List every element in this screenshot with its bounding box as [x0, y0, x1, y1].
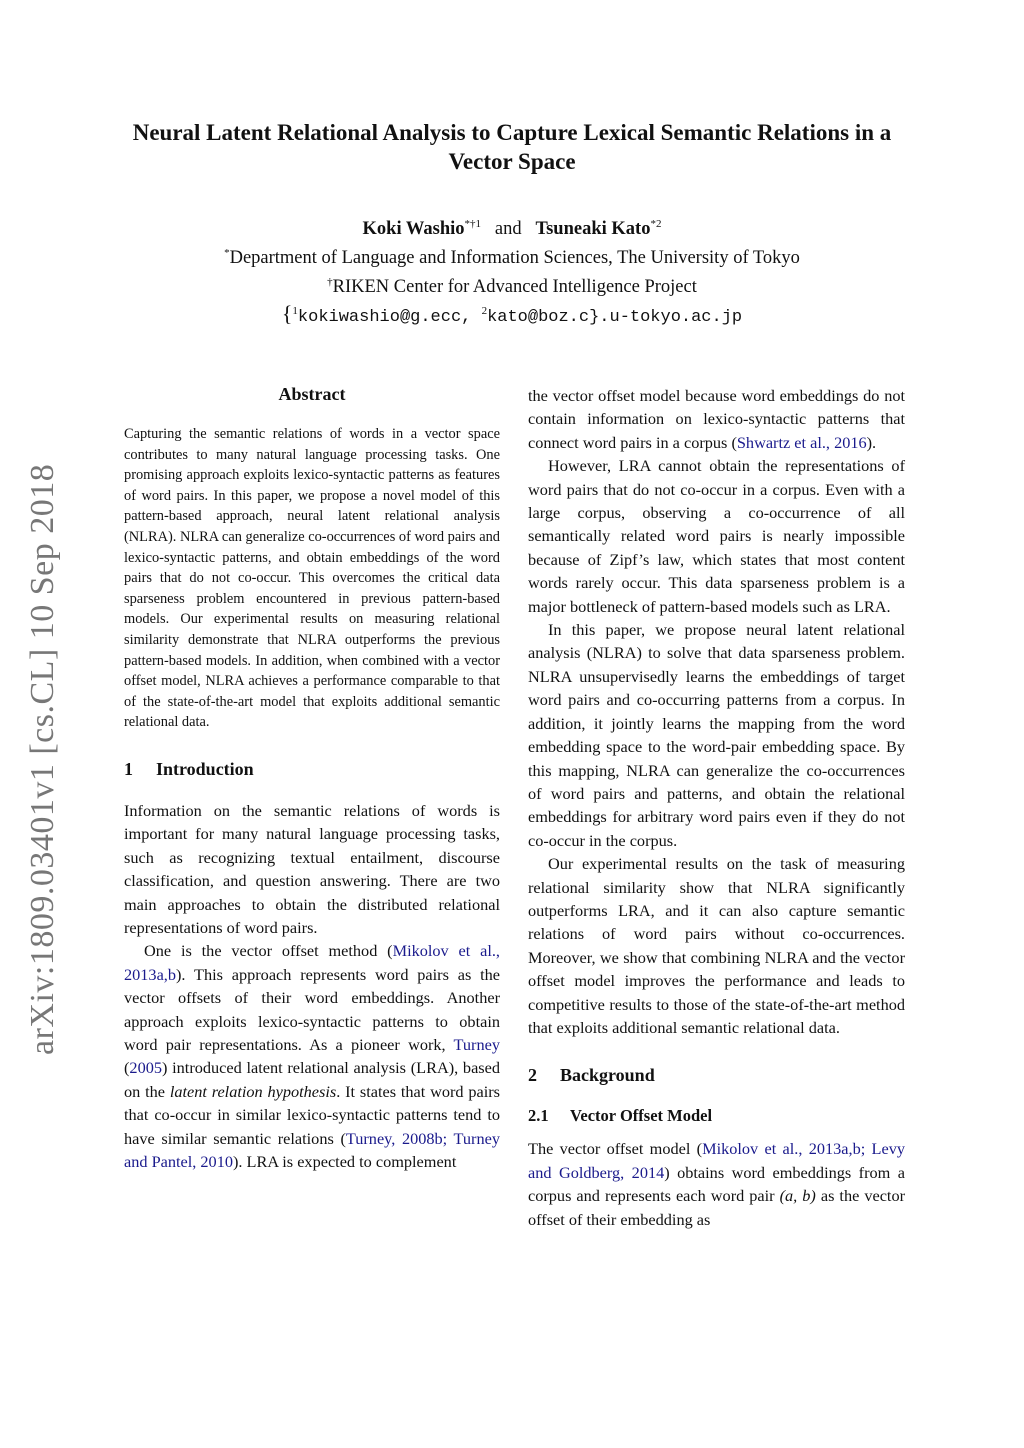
right-column: [528, 384, 905, 1231]
affiliation-sup: †: [327, 276, 333, 289]
email: kokiwashio@g.ecc,: [297, 308, 482, 328]
citation-link[interactable]: Mikolov et al., 2013a,b: [124, 941, 500, 984]
author-sup: *2: [650, 218, 662, 230]
paragraph: the vector offset model because word embeddings do not contain information on lexico-syntactic patterns that connect word pairs in a corpus (Shwartz et al., 2016).: [528, 386, 905, 452]
citation-link[interactable]: Turney, 2008b; Turney and Pantel, 2010: [124, 1128, 500, 1171]
affiliation-text: Department of Language and Information Sciences, The University of Tokyo: [229, 248, 800, 269]
citation-link[interactable]: 2005: [129, 1058, 162, 1078]
subsection-heading: [528, 1105, 905, 1127]
author-block: [100, 212, 924, 331]
abstract-text: Capturing the semantic relations of words in a vector space contributes to many natural language processing tasks. One promising approach exploits lexico-syntactic patterns as features of word pairs. In this paper, we propose a novel model of this pattern-based approach, neural latent relational analysis (NLRA). NLRA can generalize co-occurrences of word pairs and lexico-syntactic patterns, and obtain embeddings of the word pairs that do not co-occur. This overcomes the critical data sparseness problem encountered in previous pattern-based models. Our experimental results on measuring relational similarity demonstrate that NLRA outperforms the previous pattern-based models. In addition, when combined with a vector offset model, NLRA achieves a performance comparable to that of the state-of-the-art model that exploits additional semantic relational data.: [124, 426, 500, 731]
author-line: [100, 212, 924, 241]
section-heading: [124, 757, 500, 781]
email-sup: 1: [292, 305, 298, 318]
author-sup: *†1: [464, 218, 481, 230]
section-heading: [528, 1063, 905, 1087]
section-title: Introduction: [156, 758, 254, 779]
paragraph: Information on the semantic relations of words is important for many natural language processing tasks, such as recognizing textual entailment, discourse classification, and question answering. There are two main approaches to obtain the distributed relational representations of word pairs.: [124, 800, 500, 937]
section-number: 1: [124, 758, 133, 779]
arxiv-stamp: arXiv:1809.03401v1 [cs.CL] 10 Sep 2018: [24, 463, 61, 1055]
paragraph: The vector offset model (Mikolov et al., 2013a,b; Levy and Goldberg, 2014) obtains word embeddings from a corpus and represents each word pair (a, b) as the vector offset of their embedding as: [528, 1139, 906, 1229]
math-expression: (a, b): [779, 1186, 816, 1206]
paper-title: Neural Latent Relational Analysis to Capture Lexical Semantic Relations in a Vector Space: [132, 120, 892, 174]
paragraph: However, LRA cannot obtain the representations of word pairs that do not co-occur in a corpus. Even with a large corpus, observing a co-occurrence of all semantically related word pairs is nearly impossible because of Zipf’s law, which states that most content words rarely occur. This data sparseness problem is a major bottleneck of pattern-based models such as LRA.: [528, 456, 905, 616]
affiliation: [100, 241, 924, 270]
affiliation-sup: *: [224, 247, 230, 260]
email-domain: }.u-tokyo.ac.jp: [589, 308, 743, 328]
paragraph: Our experimental results on the task of measuring relational similarity show that NLRA significantly outperforms LRA, and it can also capture semantic relations of word pairs without co-occurrences. Moreover, we show that combining NLRA and the vector offset model improves the performance and leads to competitive results to those of the state-of-the-art method that exploits additional semantic relational data.: [528, 854, 905, 1037]
left-column: [124, 382, 500, 1173]
subsection-number: 2.1: [528, 1106, 549, 1126]
email-sup: 2: [481, 305, 488, 318]
subsection-title: Vector Offset Model: [570, 1106, 713, 1126]
paragraph: In this paper, we propose neural latent relational analysis (NLRA) to solve that data sparseness problem. NLRA unsupervisedly learns the embeddings of target word pairs and co-occurring patterns from a corpus. In addition, it jointly learns the mapping from the word embedding space to the word-pair embedding space. By this mapping, NLRA can generalize the co-occurrences of word pairs and patterns, and obtain the relational embeddings for arbitrary word pairs even if they do not co-occur in the corpus.: [528, 620, 905, 850]
author-name: Koki Washio: [362, 219, 465, 240]
citation-link[interactable]: Mikolov et al., 2013a,b; Levy and Goldberg, 2014: [528, 1139, 905, 1182]
author-name: Tsuneaki Kato: [535, 219, 651, 240]
section-number: 2: [528, 1065, 537, 1086]
paragraph: One is the vector offset method (Mikolov et al., 2013a,b). This approach represents word pairs as the vector offsets of their word embeddings. Another approach exploits lexico-syntactic patterns to obtain word pair representations. As a pioneer work, Turney (2005) introduced latent relational analysis (LRA), based on the latent relation hypothesis. It states that word pairs that co-occur in similar lexico-syntactic patterns tend to have similar semantic relations (Turney, 2008b; Turney and Pantel, 2010). LRA is expected to complement: [124, 941, 501, 1171]
citation-link[interactable]: Shwartz et al., 2016: [736, 432, 867, 452]
email-line: [100, 299, 924, 330]
author-and: and: [494, 219, 522, 240]
email: kato@boz.c: [487, 308, 590, 328]
citation-link[interactable]: Turney: [453, 1034, 500, 1054]
email-brace: {: [281, 301, 293, 327]
affiliation-text: RIKEN Center for Advanced Intelligence Project: [332, 277, 697, 298]
abstract-heading: Abstract: [278, 384, 346, 404]
emphasis: latent relation hypothesis: [169, 1081, 337, 1101]
affiliation: [100, 270, 924, 299]
section-title: Background: [560, 1065, 655, 1086]
